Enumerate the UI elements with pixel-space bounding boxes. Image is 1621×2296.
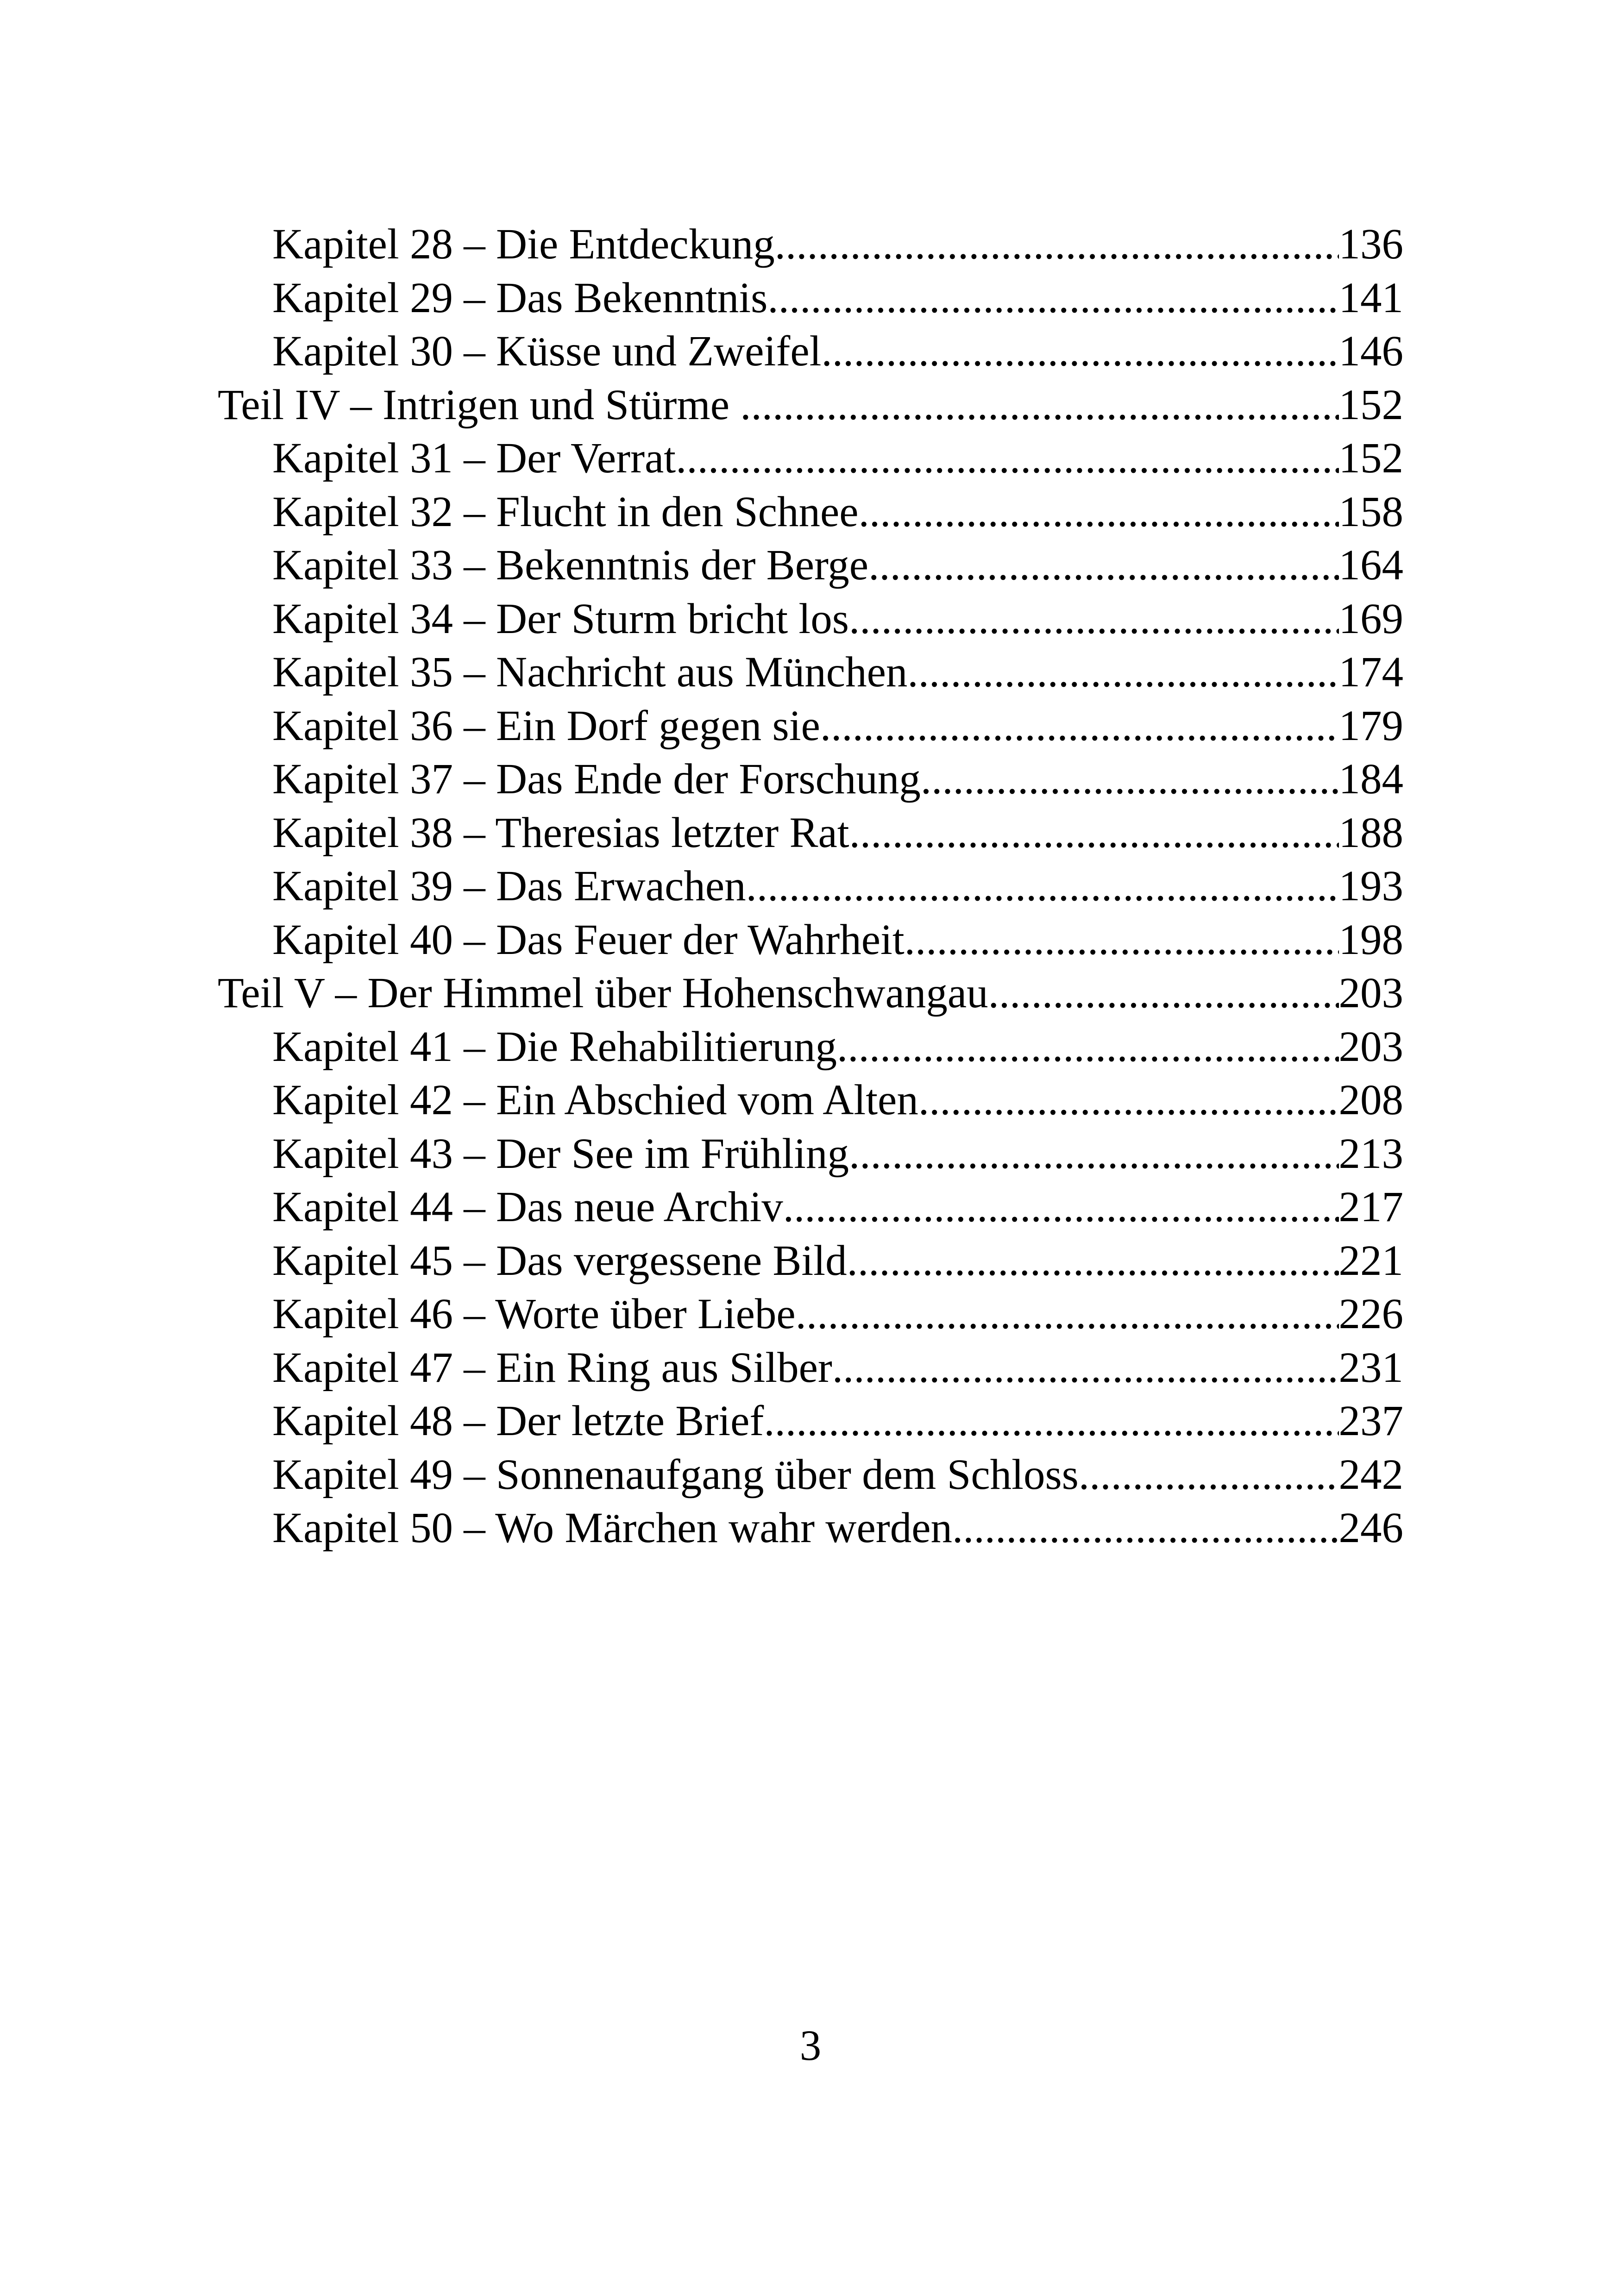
toc-entry <box>218 859 1403 913</box>
toc-entry <box>218 753 1403 806</box>
toc-entry-title: Kapitel 41 – Die Rehabilitierung <box>272 1023 837 1071</box>
toc-entry-title: Kapitel 30 – Küsse und Zweifel <box>272 327 822 375</box>
dot-leader <box>849 592 1339 646</box>
toc-entry-title: Kapitel 28 – Die Entdeckung <box>272 220 775 268</box>
toc-entry-page: 203 <box>1338 969 1403 1017</box>
toc-entry <box>218 485 1403 539</box>
toc-entry <box>218 1073 1403 1127</box>
toc-entry-page: 188 <box>1338 809 1403 857</box>
dot-leader <box>820 699 1339 753</box>
dot-leader <box>988 966 1339 1020</box>
dot-leader <box>905 913 1339 967</box>
toc-entry-page: 226 <box>1338 1290 1403 1338</box>
toc-entry-title: Kapitel 47 – Ein Ring aus Silber <box>272 1343 832 1392</box>
toc-entry-title: Kapitel 45 – Das vergessene Bild <box>272 1236 847 1285</box>
toc-entry <box>218 592 1403 646</box>
dot-leader <box>859 485 1339 539</box>
toc-entry <box>218 218 1403 271</box>
toc-entry <box>218 325 1403 378</box>
toc-entry <box>218 1394 1403 1448</box>
toc-entry-title: Teil IV – Intrigen und Stürme <box>218 381 741 429</box>
dot-leader <box>796 1287 1339 1341</box>
dot-leader <box>918 1073 1339 1127</box>
toc-entry-title: Kapitel 37 – Das Ende der Forschung <box>272 755 921 803</box>
toc-entry <box>218 432 1403 485</box>
dot-leader <box>676 432 1338 485</box>
toc-entry-page: 213 <box>1338 1129 1403 1178</box>
toc-entry-page: 198 <box>1338 916 1403 964</box>
toc-entry-title: Kapitel 50 – Wo Märchen wahr werden <box>272 1504 952 1552</box>
toc-entry-page: 146 <box>1338 327 1403 375</box>
toc-entry-page: 221 <box>1338 1236 1403 1285</box>
toc-entry-title: Kapitel 35 – Nachricht aus München <box>272 648 908 696</box>
toc-entry-page: 193 <box>1338 862 1403 910</box>
toc-entry <box>218 913 1403 967</box>
dot-leader <box>832 1341 1339 1395</box>
toc-entry-title: Kapitel 42 – Ein Abschied vom Alten <box>272 1076 918 1124</box>
toc-entry-page: 174 <box>1338 648 1403 696</box>
table-of-contents <box>218 218 1403 1555</box>
toc-entry-page: 237 <box>1338 1397 1403 1445</box>
toc-entry-title: Kapitel 46 – Worte über Liebe <box>272 1290 796 1338</box>
toc-entry <box>218 1020 1403 1074</box>
toc-entry-page: 184 <box>1338 755 1403 803</box>
toc-entry <box>218 1180 1403 1234</box>
toc-entry-title: Kapitel 32 – Flucht in den Schnee <box>272 488 859 536</box>
dot-leader <box>921 753 1339 806</box>
toc-entry <box>218 271 1403 325</box>
toc-entry-title: Kapitel 36 – Ein Dorf gegen sie <box>272 702 820 750</box>
dot-leader <box>849 806 1339 860</box>
toc-entry-page: 152 <box>1338 381 1403 429</box>
dot-leader <box>1079 1448 1339 1502</box>
toc-entry-page: 158 <box>1338 488 1403 536</box>
toc-entry-page: 169 <box>1338 595 1403 643</box>
toc-entry-page: 203 <box>1338 1023 1403 1071</box>
toc-part-entry <box>218 966 1403 1020</box>
toc-entry <box>218 1127 1403 1181</box>
dot-leader <box>868 539 1338 592</box>
toc-entry <box>218 646 1403 699</box>
dot-leader <box>767 271 1338 325</box>
dot-leader <box>849 1127 1339 1181</box>
toc-entry <box>218 1341 1403 1395</box>
page-number: 3 <box>799 2022 822 2070</box>
dot-leader <box>746 859 1339 913</box>
dot-leader <box>847 1234 1339 1288</box>
toc-entry-title: Kapitel 48 – Der letzte Brief <box>272 1397 764 1445</box>
dot-leader <box>775 218 1339 271</box>
toc-entry-title: Kapitel 29 – Das Bekenntnis <box>272 274 768 322</box>
toc-entry-page: 208 <box>1338 1076 1403 1124</box>
toc-entry-title: Kapitel 34 – Der Sturm bricht los <box>272 595 849 643</box>
toc-entry-title: Kapitel 43 – Der See im Frühling <box>272 1129 849 1178</box>
toc-entry-page: 136 <box>1338 220 1403 268</box>
toc-entry-page: 152 <box>1338 434 1403 482</box>
toc-entry <box>218 699 1403 753</box>
dot-leader <box>740 378 1338 432</box>
toc-entry <box>218 1287 1403 1341</box>
toc-entry <box>218 1448 1403 1502</box>
toc-entry <box>218 806 1403 860</box>
dot-leader <box>837 1020 1338 1074</box>
toc-entry-page: 179 <box>1338 702 1403 750</box>
dot-leader <box>821 325 1338 378</box>
dot-leader <box>764 1394 1338 1448</box>
toc-entry-title: Teil V – Der Himmel über Hohenschwangau <box>218 969 988 1017</box>
toc-entry-page: 141 <box>1338 274 1403 322</box>
toc-entry-title: Kapitel 40 – Das Feuer der Wahrheit <box>272 916 905 964</box>
dot-leader <box>952 1501 1339 1555</box>
toc-entry-title: Kapitel 44 – Das neue Archiv <box>272 1183 783 1231</box>
toc-entry <box>218 1501 1403 1555</box>
toc-entry <box>218 1234 1403 1288</box>
dot-leader <box>907 646 1338 699</box>
dot-leader <box>783 1180 1339 1234</box>
toc-entry <box>218 539 1403 592</box>
toc-entry-page: 164 <box>1338 541 1403 589</box>
toc-entry-page: 242 <box>1338 1450 1403 1499</box>
toc-entry-title: Kapitel 39 – Das Erwachen <box>272 862 746 910</box>
toc-entry-title: Kapitel 38 – Theresias letzter Rat <box>272 809 849 857</box>
toc-part-entry <box>218 378 1403 432</box>
toc-entry-title: Kapitel 49 – Sonnenaufgang über dem Schloss <box>272 1450 1079 1499</box>
toc-entry-title: Kapitel 33 – Bekenntnis der Berge <box>272 541 869 589</box>
toc-entry-title: Kapitel 31 – Der Verrat <box>272 434 676 482</box>
toc-entry-page: 231 <box>1338 1343 1403 1392</box>
toc-entry-page: 217 <box>1338 1183 1403 1231</box>
toc-entry-page: 246 <box>1338 1504 1403 1552</box>
